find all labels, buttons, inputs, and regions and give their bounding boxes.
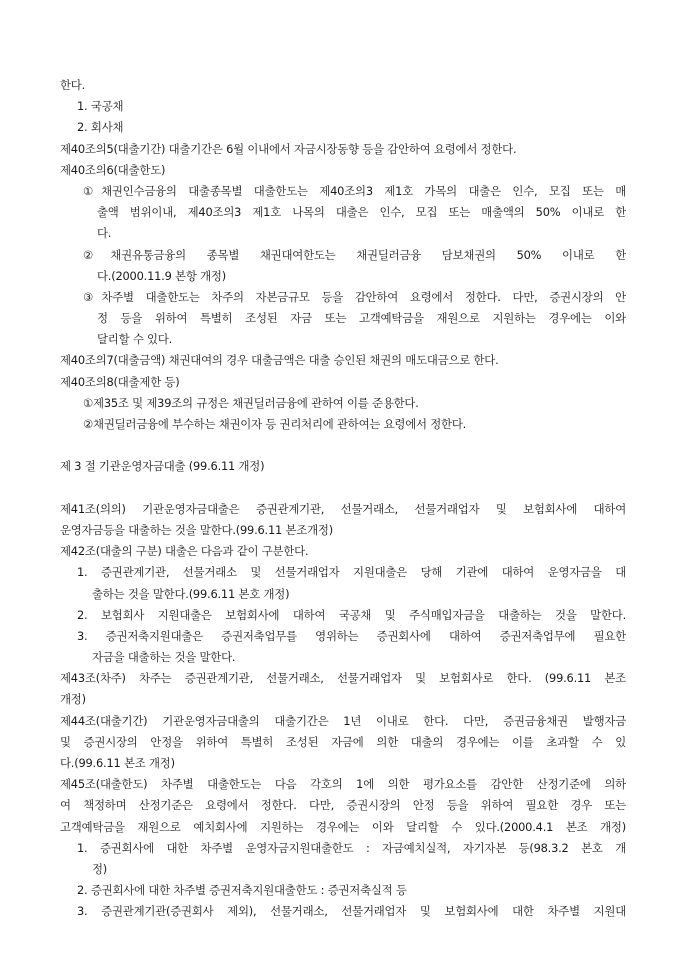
article-45: 제45조(대출한도) 차주별 대출한도는 다음 각호의 1에 의한 평가요소를 감안한 산정기준에 의하: [60, 777, 626, 792]
list-item: 2. 보험회사 지원대출은 보험회사에 대하여 국공채 및 주식매입자금을 대출하는 것을 말한다.: [77, 607, 626, 622]
article-40-8-heading: 제40조의8(대출제한 등): [60, 374, 180, 389]
list-item-cont: 정): [92, 861, 108, 876]
paragraph-line: ②채권딜러금융에 부수하는 채권이자 등 권리처리에 관하여는 요령에서 정한다.: [83, 417, 467, 431]
paragraph-line: ②채권유통금융의 종목별 채권대여한도는 채권딜러금융 담보채권의 50% 이내로 한: [83, 247, 626, 262]
spacer: [60, 435, 626, 456]
list-item: 2. 회사채: [77, 120, 124, 135]
list-item-cont: 출하는 것을 말한다.(99.6.11 본호 개정): [92, 586, 290, 601]
article-40-7: 제40조의7(대출금액) 채권대여의 경우 대출금액은 대출 승인된 채권의 매도대금으로 한다.: [60, 353, 499, 368]
paragraph-line: ①제35조 및 제39조의 규정은 채권딜러금융에 관하여 이를 준용한다.: [83, 395, 419, 410]
paragraph-line: 정 등을 위하여 특별히 조성된 자금 또는 고객예탁금을 재원으로 지원하는 경우에는 이와: [97, 311, 626, 326]
article-45-cont: 여 책정하며 산정기준은 요령에서 정한다. 다만, 증권시장의 안정 등을 위하여 필요한 경우 또는: [60, 798, 626, 813]
section-heading: 제 3 절 기관운영자금대출 (99.6.11 개정): [60, 459, 265, 474]
article-45-cont: 고객예탁금을 재원으로 예치회사에 지원하는 경우에는 이와 달리할 수 있다.(2000.4.1 본조 개정): [60, 819, 626, 834]
list-item: 1. 증권회사에 대한 차주별 운영자금지원대출한도 : 자금예치실적, 자기자본 등(98.3.2 본호 개: [77, 840, 626, 855]
list-item: 3. 증권관계기관(증권회사 제외), 선물거래소, 선물거래업자 및 보험회사에 대한 차주별 지원대: [77, 904, 626, 919]
article-42: 제42조(대출의 구분) 대출은 다음과 같이 구분한다.: [60, 544, 309, 559]
article-41-cont: 운영자금등을 대출하는 것을 말한다.(99.6.11 본조개정): [60, 522, 333, 537]
list-item: 3. 증권저축지원대출은 증권저축업무를 영위하는 증권회사에 대하여 증권저축업무에 필요한: [77, 628, 626, 643]
paragraph-line: 출액 범위이내, 제40조의3 제1호 나목의 대출은 인수, 모집 또는 매출액의 50% 이내로 한: [97, 205, 626, 220]
article-40-6-heading: 제40조의6(대출한도): [60, 162, 166, 177]
article-44-cont: 다.(99.6.11 본조 개정): [60, 756, 175, 770]
paragraph-line: 달리할 수 있다.: [97, 332, 173, 347]
paragraph-line: ①채권인수금융의 대출종목별 대출한도는 제40조의3 제1호 가목의 대출은 인수, 모집 또는 매: [83, 183, 626, 198]
article-44: 제44조(대출기간) 기관운영자금대출의 대출기간은 1년 이내로 한다. 다만, 증권금융채권 발행자금: [60, 713, 626, 728]
article-43: 제43조(차주) 차주는 증권관계기관, 선물거래소, 선물거래업자 및 보험회사로 한다. (99.6.11 본조: [60, 671, 626, 686]
paragraph-line: 다.(2000.11.9 본항 개정): [97, 268, 226, 283]
text-line: 한다.: [60, 78, 86, 92]
article-41: 제41조(의의) 기관운영자금대출은 증권관계기관, 선물거래소, 선물거래업자 및 보험회사에 대하여: [60, 501, 626, 516]
list-item: 2. 증권회사에 대한 차주별 증권저축지원대출한도 : 증권저축실적 등: [77, 883, 407, 898]
article-43-cont: 개정): [60, 692, 86, 707]
list-item: 1. 증권관계기관, 선물거래소 및 선물거래업자 지원대출은 당해 기관에 대하여 운영자금을 대: [77, 565, 626, 580]
paragraph-line: 다.: [97, 226, 112, 241]
list-item: 1. 국공채: [77, 99, 124, 114]
paragraph-line: ③차주별 대출한도는 차주의 자본금규모 등을 감안하여 요령에서 정한다. 다만, 증권시장의 안: [83, 289, 626, 304]
spacer: [60, 478, 626, 499]
article-44-cont: 및 증권시장의 안정을 위하여 특별히 조성된 자금에 의한 대출의 경우에는 이를 초과할 수 있: [60, 734, 626, 749]
list-item-cont: 자금을 대출하는 것을 말한다.: [92, 650, 236, 665]
article-40-5: 제40조의5(대출기간) 대출기간은 6월 이내에서 자금시장동향 등을 감안하여 요령에서 정한다.: [60, 141, 517, 156]
